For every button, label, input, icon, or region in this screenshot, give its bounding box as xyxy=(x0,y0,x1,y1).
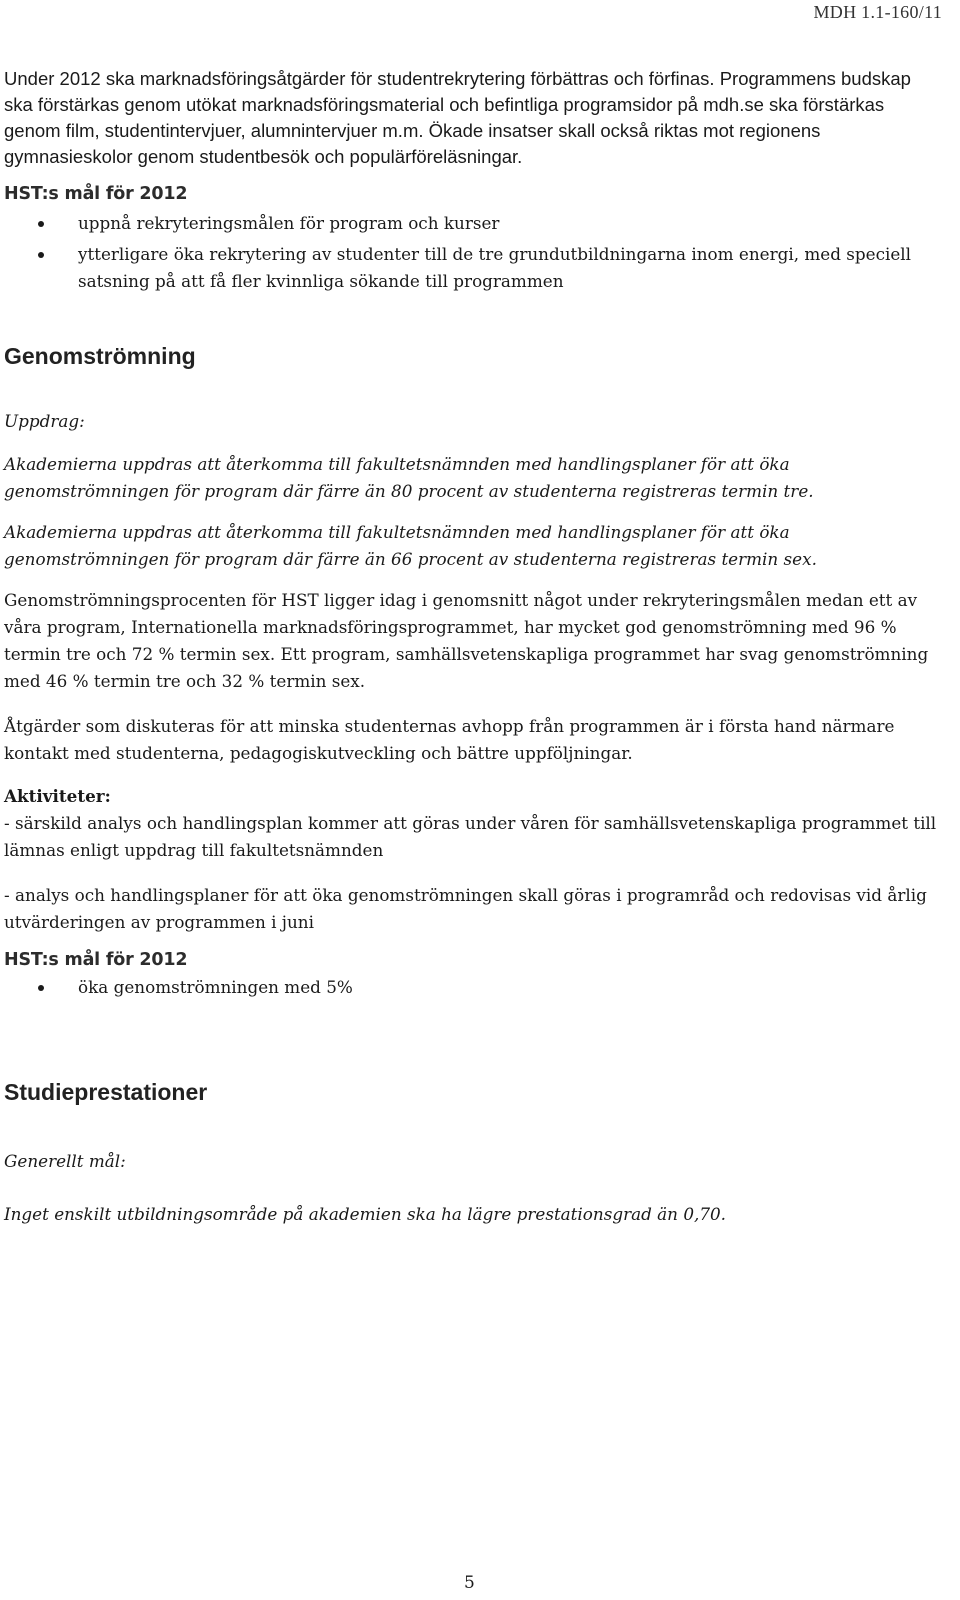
intro-paragraph: Under 2012 ska marknadsföringsåtgärder för studentrekrytering förbättras och förfinas. Programmens budskap ska förstärkas genom utökat marknadsföringsmaterial och befintliga programsidor på mdh.se ska förstärkas genom film, studentintervjuer, alumnintervjuer m.m. Ökade insatser skall också riktas mot regionens gymnasieskolor genom studentbesök och populärföreläsningar. xyxy=(4,68,911,167)
bullet-icon xyxy=(38,252,44,258)
page-number: 5 xyxy=(464,1573,475,1593)
genomstromning-paragraph-1: Genomströmningsprocenten för HST ligger idag i genomsnitt något under rekryteringsmålen medan ett av våra program, Internationella marknadsföringsprogrammet, har mycket god genomströmning med 96 % termin tre och 72 % termin sex. Ett program, samhällsvetenskapliga programmet har svag genomströmning med 46 % termin tre och 32 % termin sex. xyxy=(4,590,929,691)
aktivitet-1: - särskild analys och handlingsplan kommer att göras under våren för samhällsvetenskapliga programmet till lämnas enligt uppdrag till fakultetsnämnden xyxy=(4,813,937,860)
list-item xyxy=(4,210,944,237)
page-body xyxy=(4,0,944,1228)
list-item-text: uppnå rekryteringsmålen för program och kurser xyxy=(78,213,500,233)
bullet-icon xyxy=(38,221,44,227)
goals-heading-recruitment: HST:s mål för 2012 xyxy=(4,184,188,204)
uppdrag-label: Uppdrag: xyxy=(4,411,85,431)
uppdrag-text-1: Akademierna uppdras att återkomma till fakultetsnämnden med handlingsplaner för att öka genomströmningen för program där färre än 80 procent av studenterna registreras termin tre. xyxy=(4,454,814,501)
list-item xyxy=(4,241,944,295)
list-item xyxy=(4,974,944,1001)
list-item-text: ytterligare öka rekrytering av studenter till de tre grundutbildningarna inom energi, med speciell satsning på att få fler kvinnliga sökande till programmen xyxy=(78,244,912,291)
section-title-studieprestationer: Studieprestationer xyxy=(4,1079,208,1105)
generellt-text: Inget enskilt utbildningsområde på akademien ska ha lägre prestationsgrad än 0,70. xyxy=(4,1204,727,1224)
aktivitet-2: - analys och handlingsplaner för att öka genomströmningen skall göras i programråd och redovisas vid årlig utvärderingen av programmen i juni xyxy=(4,885,927,932)
genomstromning-paragraph-2: Åtgärder som diskuteras för att minska studenternas avhopp från programmen är i första hand närmare kontakt med studenterna, pedagogiskutveckling och bättre uppföljningar. xyxy=(4,716,895,763)
goals-list-genomstromning xyxy=(4,974,944,1001)
aktiviteter-label: Aktiviteter: xyxy=(4,786,111,806)
goals-list-recruitment xyxy=(4,210,944,295)
goals-heading-genomstromning: HST:s mål för 2012 xyxy=(4,950,188,970)
section-title-genomstromning: Genomströmning xyxy=(4,343,196,369)
bullet-icon xyxy=(38,985,44,991)
list-item-text: öka genomströmningen med 5% xyxy=(78,977,353,997)
document-code: MDH 1.1-160/11 xyxy=(813,2,942,22)
generellt-label: Generellt mål: xyxy=(4,1151,126,1171)
uppdrag-text-2: Akademierna uppdras att återkomma till fakultetsnämnden med handlingsplaner för att öka genomströmningen för program där färre än 66 procent av studenterna registreras termin sex. xyxy=(4,522,817,569)
